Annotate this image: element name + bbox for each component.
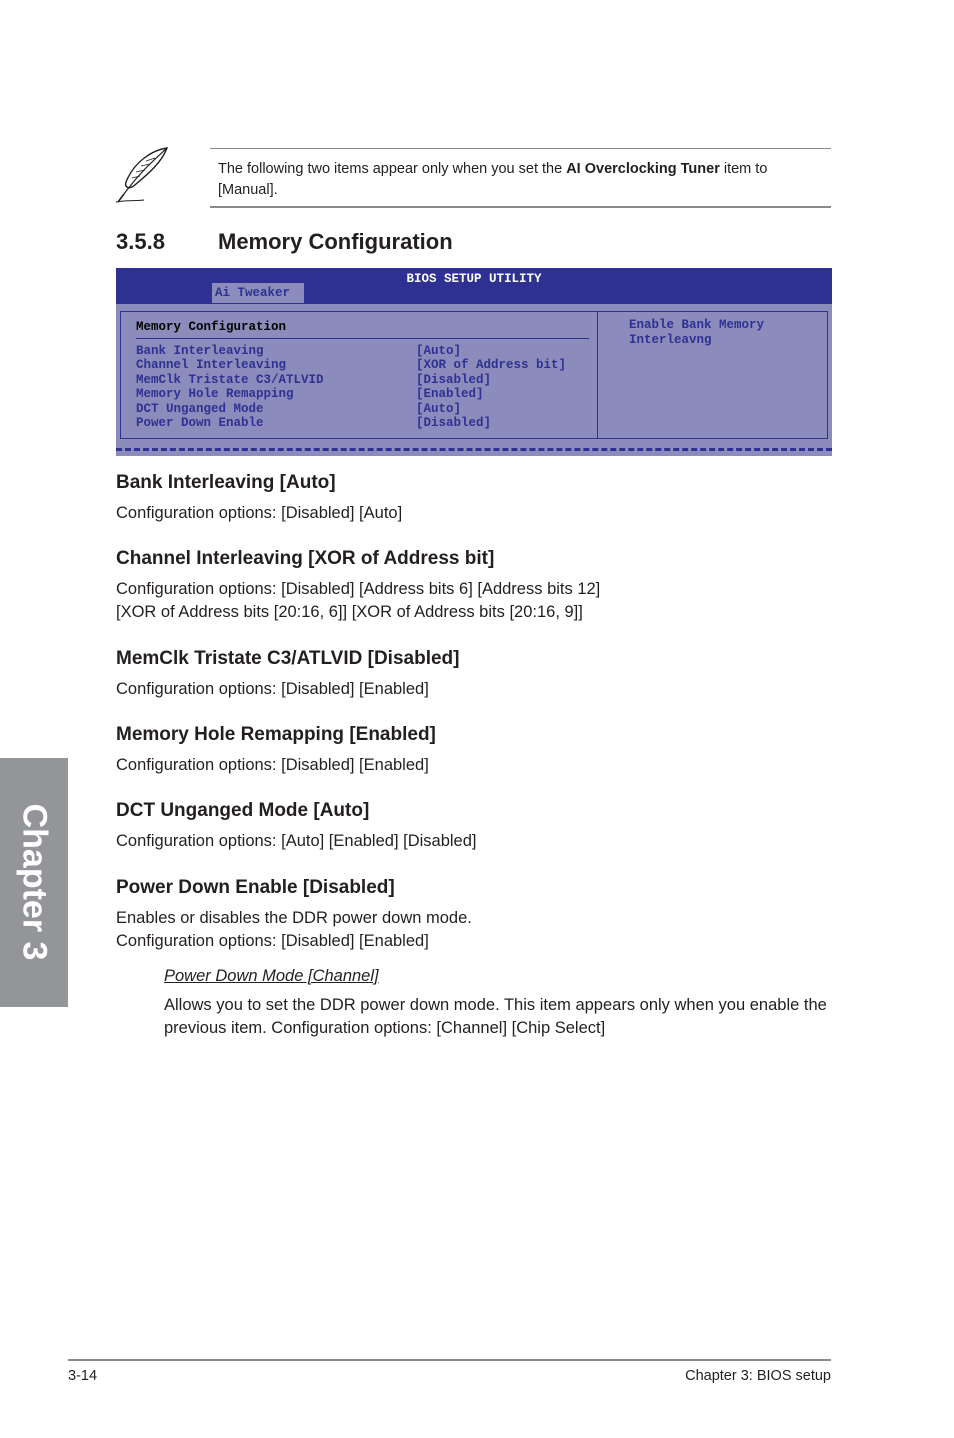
bios-item-memory-hole-remapping[interactable]: Memory Hole Remapping [Enabled] [136, 387, 484, 402]
heading-power-down-enable: Power Down Enable [Disabled] [116, 877, 395, 898]
bios-item-dct-unganged-mode[interactable]: DCT Unganged Mode [Auto] [136, 401, 462, 416]
note-box [210, 148, 831, 208]
text-memory-hole-remapping: Configuration options: [Disabled] [Enabled] [116, 756, 429, 774]
bios-item-bank-interleaving[interactable]: Bank Interleaving [Auto] [136, 344, 462, 358]
subheading-power-down-mode: Power Down Mode [Channel] [164, 967, 379, 985]
section-name: Memory Configuration [218, 229, 453, 254]
chapter-tab [0, 758, 68, 1007]
feather-note-icon [112, 144, 174, 206]
bios-separator [136, 338, 589, 339]
text-channel-interleaving: Configuration options: [Disabled] [Address bits 6] [Address bits 12] [XOR of Address bits [20:16, 6]] [XOR of Address bits [20:16, 9]] [116, 580, 601, 621]
heading-channel-interleaving: Channel Interleaving [XOR of Address bit] [116, 548, 495, 569]
bios-item-channel-interleaving[interactable]: Channel Interleaving [XOR of Address bit] [136, 358, 567, 373]
text-power-down-enable-2: Configuration options: [Disabled] [Enabled] [116, 932, 429, 950]
bios-screen [116, 268, 832, 456]
bios-item-list [136, 344, 586, 430]
note-text: The following two items appear only when you set the AI Overclocking Tuner item to [Manual]. [218, 161, 768, 198]
heading-dct-unganged-mode: DCT Unganged Mode [Auto] [116, 800, 370, 821]
bios-item-power-down-enable[interactable]: Power Down Enable [Disabled] [136, 415, 492, 430]
text-power-down-mode: Allows you to set the DDR power down mode. This item appears only when you enable the previous item. Configuration options: [Channel] [Chip Select] [164, 996, 827, 1037]
bios-header [116, 268, 832, 304]
section-number: 3.5.8 [116, 229, 165, 254]
bios-help-panel [597, 311, 828, 439]
heading-memory-hole-remapping: Memory Hole Remapping [Enabled] [116, 724, 436, 745]
text-memclk-tristate: Configuration options: [Disabled] [Enabled] [116, 680, 429, 698]
bios-dashed-border [116, 448, 832, 451]
bios-title: BIOS SETUP UTILITY [406, 272, 542, 286]
bios-main-panel [120, 311, 598, 439]
text-bank-interleaving: Configuration options: [Disabled] [Auto] [116, 504, 403, 522]
text-dct-unganged-mode: Configuration options: [Auto] [Enabled] [Disabled] [116, 832, 477, 850]
footer-chapter: Chapter 3: BIOS setup [685, 1368, 831, 1384]
bios-item-memclk-tristate[interactable]: MemClk Tristate C3/ATLVID [Disabled] [136, 372, 492, 387]
footer-divider [68, 1359, 831, 1361]
heading-bank-interleaving: Bank Interleaving [Auto] [116, 472, 336, 493]
footer-page-number: 3-14 [68, 1368, 98, 1384]
chapter-tab-label: Chapter 3 [15, 803, 54, 961]
bios-panel-title: Memory Configuration [136, 320, 287, 334]
heading-memclk-tristate: MemClk Tristate C3/ATLVID [Disabled] [116, 648, 460, 669]
bios-help-text: Enable Bank Memory Interleavng [629, 318, 765, 347]
tab-ai-tweaker[interactable]: Ai Tweaker [212, 283, 304, 303]
text-power-down-enable-1: Enables or disables the DDR power down mode. [116, 909, 472, 927]
